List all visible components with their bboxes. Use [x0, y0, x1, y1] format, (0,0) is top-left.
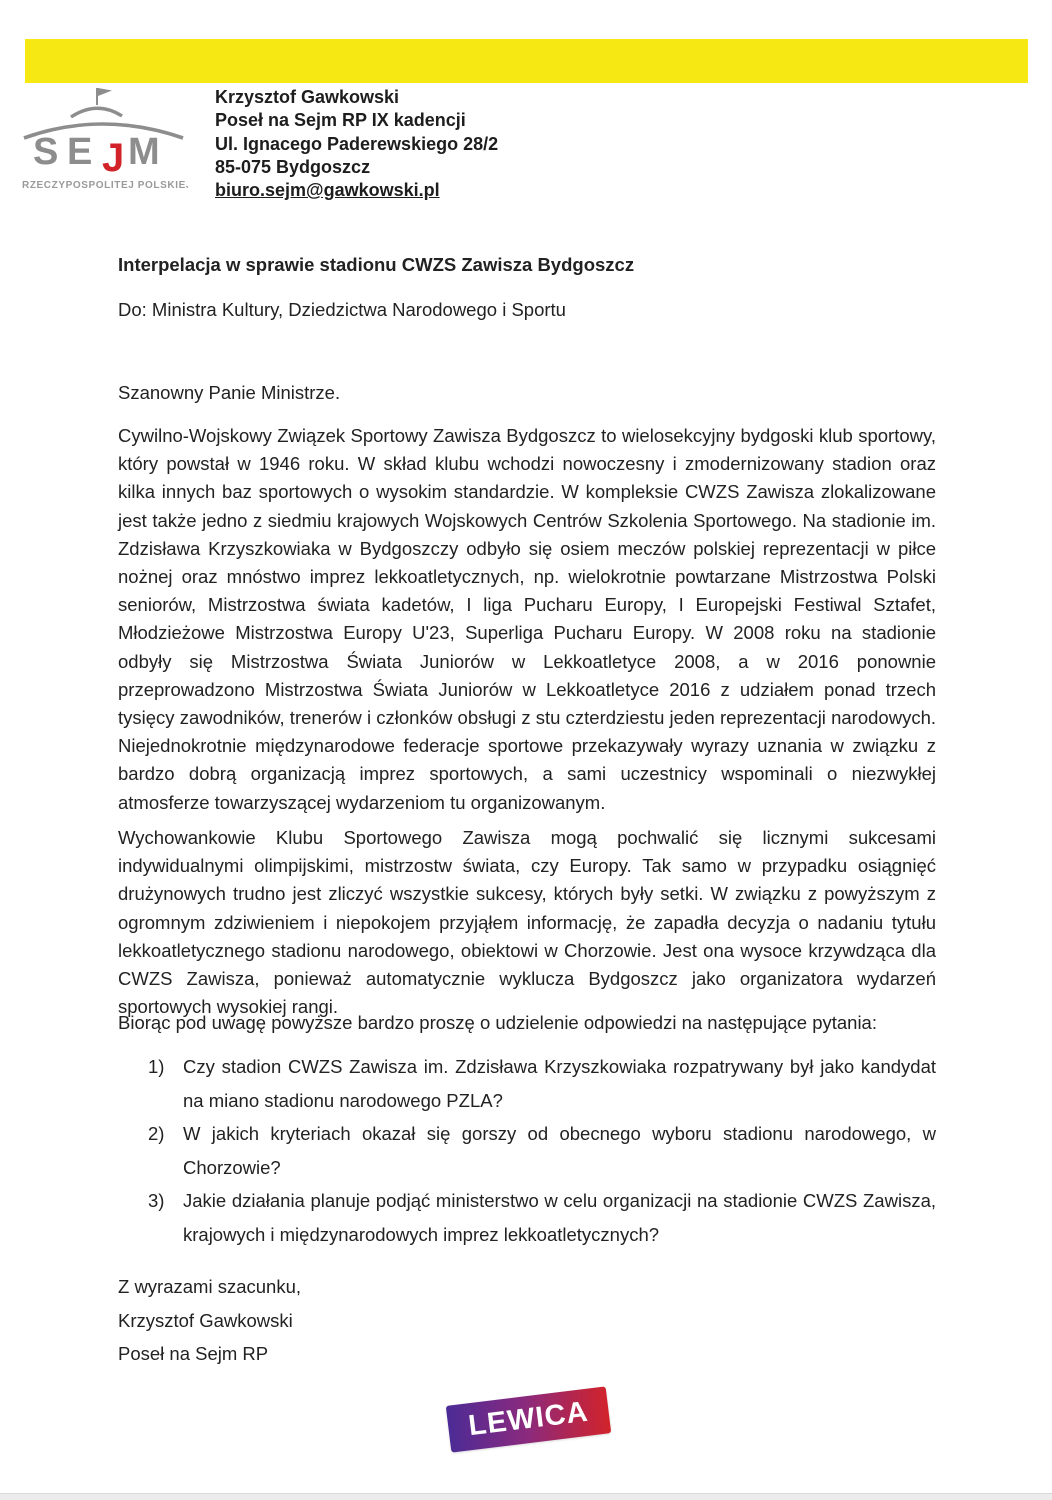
- sejm-letter-e: E: [67, 131, 93, 173]
- sender-email-link[interactable]: biuro.sejm@gawkowski.pl: [215, 180, 440, 201]
- sejm-caption: RZECZYPOSPOLITEJ POLSKIEJ: [22, 180, 188, 191]
- sejm-letter-s: S: [33, 131, 59, 173]
- question-text: Jakie działania planuje podjąć ministerstwo w celu organizacji na stadionie CWZS Zawisza, krajowych i międzynarodowych imprez lekkoatletycznych?: [183, 1190, 936, 1245]
- sender-address-city: 85-075 Bydgoszcz: [215, 156, 371, 177]
- sejm-letter-m: M: [128, 131, 160, 173]
- closing-valediction: Z wyrazami szacunku,: [118, 1276, 301, 1297]
- lewica-logo: [446, 1386, 612, 1452]
- closing-signature-name: Krzysztof Gawkowski: [118, 1309, 293, 1331]
- letter-paragraph-1: Cywilno-Wojskowy Związek Sportowy Zawisza Bydgoszcz to wielosekcyjny bydgoski klub sportowy, który powstał w 1946 roku. W skład klubu wchodzi nowoczesny i zmodernizowany stadion oraz kilka innych baz sportowych o wysokim standardzie. W kompleksie CWZS Zawisza zlokalizowane jest także jedno z siedmiu krajowych Wojskowych Centrów Szkolenia Sportowego. Na stadionie im. Zdzisława Krzyszkowiaka w Bydgoszczy odbyło się osiem meczów polskiej reprezentacji w piłce nożnej oraz mnóstwo imprez lekkoatletycznych, np. wielokrotnie powtarzane Mistrzostwa Polski seniorów, Mistrzostwa świata kadetów, I liga Pucharu Europy, I Europejski Festiwal Sztafet, Młodzieżowe Mistrzostwa Europy U'23, Superliga Pucharu Europy. W 2008 roku na stadionie odbyły się Mistrzostwa Świata Juniorów w Lekkoatletyce 2008, a w 2016 ponownie przeprowadzono Mistrzostwa Świata Juniorów w Lekkoatletyce 2016 z udziałem ponad trzech tysięcy zawodników, trenerów i członków obsługi z stu czterdziestu jeden reprezentacji narodowych. Niejednokrotnie międzynarodowe federacje sportowe przekazywały wyrazy uznania w związku z bardzo dobrą organizacją imprez sportowych, a sami uczestnicy wspominali o niezwykłej atmosferze towarzyszącej wydarzeniom tu organizowanym.: [118, 425, 936, 813]
- yellow-accent-bar: [25, 39, 1028, 83]
- letter-subject: Interpelacja w sprawie stadionu CWZS Zawisza Bydgoszcz: [118, 254, 635, 275]
- question-text: W jakich kryteriach okazał się gorszy od obecnego wyboru stadionu narodowego, w Chorzowie?: [183, 1123, 936, 1178]
- questions-list: [118, 1050, 936, 1251]
- sejm-letter-j: J: [102, 136, 125, 180]
- question-number: 1): [148, 1056, 165, 1077]
- letter-paragraph-2: Wychowankowie Klubu Sportowego Zawisza mogą pochwalić się licznymi sukcesami indywidualnymi olimpijskimi, mistrzostw świata, czy Europy. Tak samo w przypadku osiągnięć drużynowych trudno jest zliczyć wszystkie sukcesy, których były setki. W związku z powyższym z ogromnym zdziwieniem i niepokojem przyjąłem informację, że zapadła decyzja o nadaniu tytułu lekkoatletycznego stadionu narodowego, obiektowi w Chorzowie. Jest ona wysoce krzywdząca dla CWZS Zawisza, ponieważ automatycznie wyklucza Bydgoszcz jako organizatora wydarzeń sportowych wysokiej rangi.: [118, 827, 936, 1018]
- closing-block: [118, 1270, 936, 1371]
- sejm-logo: [20, 84, 188, 196]
- sender-name: Krzysztof Gawkowski: [215, 87, 400, 107]
- question-number: 3): [148, 1190, 165, 1211]
- question-item-3: [118, 1184, 936, 1251]
- question-item-1: [118, 1050, 936, 1117]
- question-text: Czy stadion CWZS Zawisza im. Zdzisława Krzyszkowiaka rozpatrywany był jako kandydat na miano stadionu narodowego PZLA?: [183, 1056, 936, 1111]
- question-item-2: [118, 1117, 936, 1184]
- sender-title: Poseł na Sejm RP IX kadencji: [215, 110, 466, 131]
- dome-upper-arc-icon: [71, 108, 122, 117]
- letter-recipient: Do: Ministra Kultury, Dziedzictwa Narodowego i Sportu: [118, 299, 566, 320]
- sender-block: [215, 86, 498, 202]
- questions-intro: Biorąc pod uwagę powyższe bardzo proszę o udzielenie odpowiedzi na następujące pytania:: [118, 1012, 877, 1033]
- closing-signature-title: Poseł na Sejm RP: [118, 1343, 269, 1364]
- question-number: 2): [148, 1123, 165, 1144]
- sender-address-street: Ul. Ignacego Paderewskiego 28/2: [215, 133, 499, 154]
- bottom-strip: [0, 1493, 1052, 1500]
- flag-icon: [98, 88, 112, 96]
- sejm-dome-icon: [20, 84, 188, 196]
- lewica-logo-text: LEWICA: [466, 1395, 591, 1443]
- letter-salutation: Szanowny Panie Ministrze.: [118, 382, 341, 403]
